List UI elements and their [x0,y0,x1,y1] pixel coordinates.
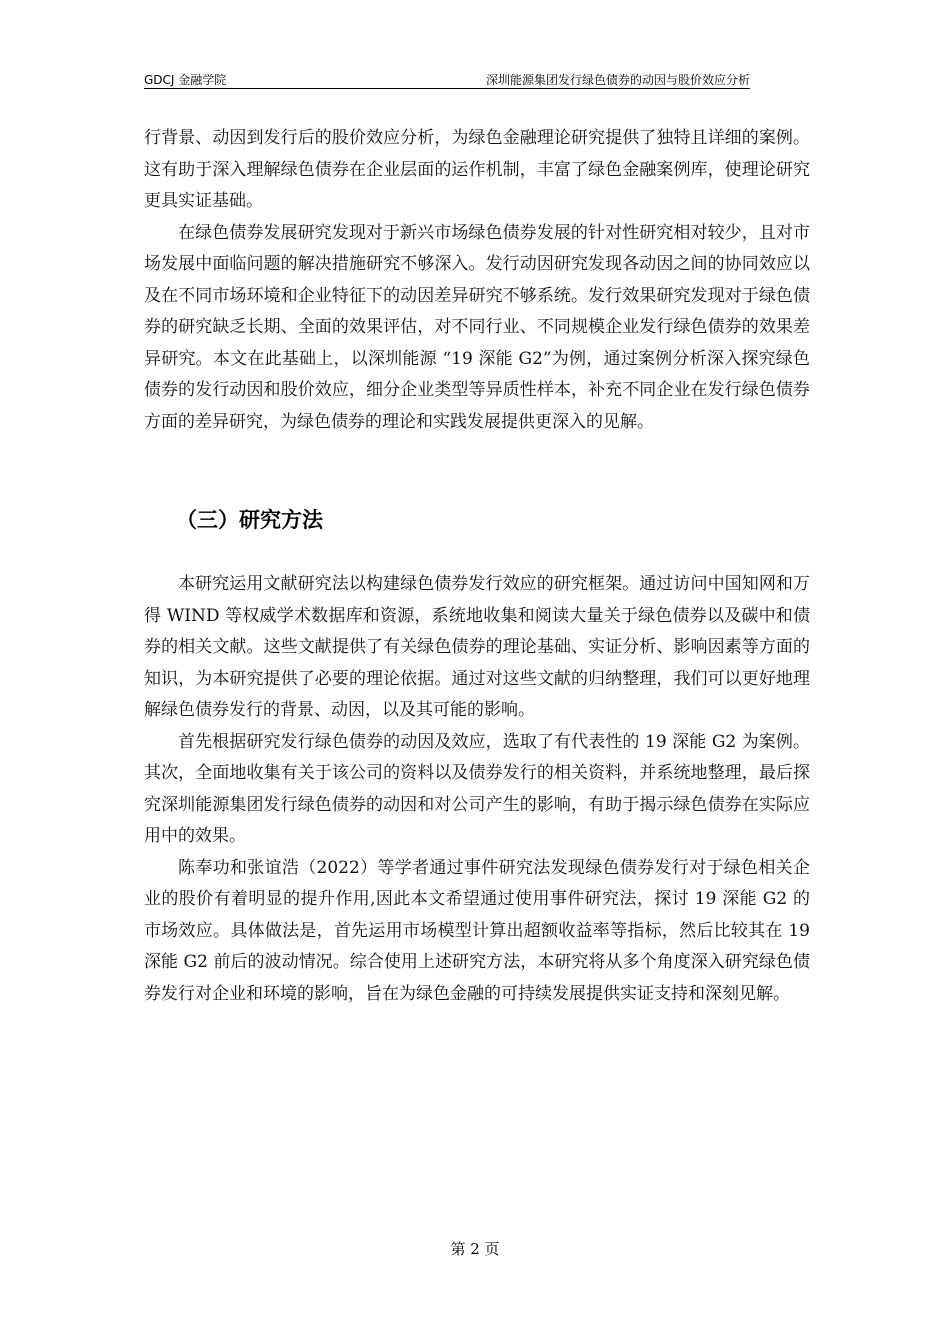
paragraph: 在绿色债券发展研究发现对于新兴市场绿色债券发展的针对性研究相对较少，且对市场发展中面临问题的解决措施研究不够深入。发行动因研究发现各动因之间的协同效应以及在不同市场环境和企业特征下的动因差异研究不够系统。发行效果研究发现对于绿色债券的研究缺乏长期、全面的效果评估，对不同行业、不同规模企业发行绿色债券的效果差异研究。本文在此基础上，以深圳能源 “19 深能 G2”为例，通过案例分析深入探究绿色债券的发行动因和股价效应，细分企业类型等异质性样本，补充不同企业在发行绿色债券方面的差异研究，为绿色债券的理论和实践发展提供更深入的见解。 [144,222,810,432]
paragraph: 本研究运用文献研究法以构建绿色债券发行效应的研究框架。通过访问中国知网和万得 WIND 等权威学术数据库和资源，系统地收集和阅读大量关于绿色债券以及碳中和债券的相关文献。这些文献提供了有关绿色债券的理论基础、实证分析、影响因素等方面的知识，为本研究提供了必要的理论依据。通过对这些文献的归纳整理，我们可以更好地理解绿色债券发行的背景、动因，以及其可能的影响。 [144,574,810,720]
paragraph: 首先根据研究发行绿色债券的动因及效应，选取了有代表性的 19 深能 G2 为案例。其次，全面地收集有关于该公司的资料以及债券发行的相关资料，并系统地整理，最后探究深圳能源集团发行绿色债券的动因和对公司产生的影响，有助于揭示绿色债券在实际应用中的效果。 [144,731,810,846]
section-heading: （三）研究方法 [176,508,323,532]
paragraph: 陈奉功和张谊浩（2022）等学者通过事件研究法发现绿色债券发行对于绿色相关企业的股价有着明显的提升作用,因此本文希望通过使用事件研究法，探讨 19 深能 G2 的市场效应。具体做法是，首先运用市场模型计算出超额收益率等指标，然后比较其在 19 深能 G2 前后的波动情况。综合使用上述研究方法，本研究将从多个角度深入研究绿色债券发行对企业和环境的影响，旨在为绿色金融的可持续发展提供实证支持和深刻见解。 [144,857,810,1004]
section-2-body [144,569,810,1010]
page-number: 第 2 页 [450,1240,500,1258]
page-header [144,70,750,89]
section-1-body [144,123,810,438]
header-institution: GDCJ 金融学院 [144,73,227,87]
paragraph: 行背景、动因到发行后的股价效应分析，为绿色金融理论研究提供了独特且详细的案例。这有助于深入理解绿色债券在企业层面的运作机制，丰富了绿色金融案例库，使理论研究更具实证基础。 [144,128,810,211]
header-paper-title: 深圳能源集团发行绿色债券的动因与股价效应分析 [485,73,750,87]
